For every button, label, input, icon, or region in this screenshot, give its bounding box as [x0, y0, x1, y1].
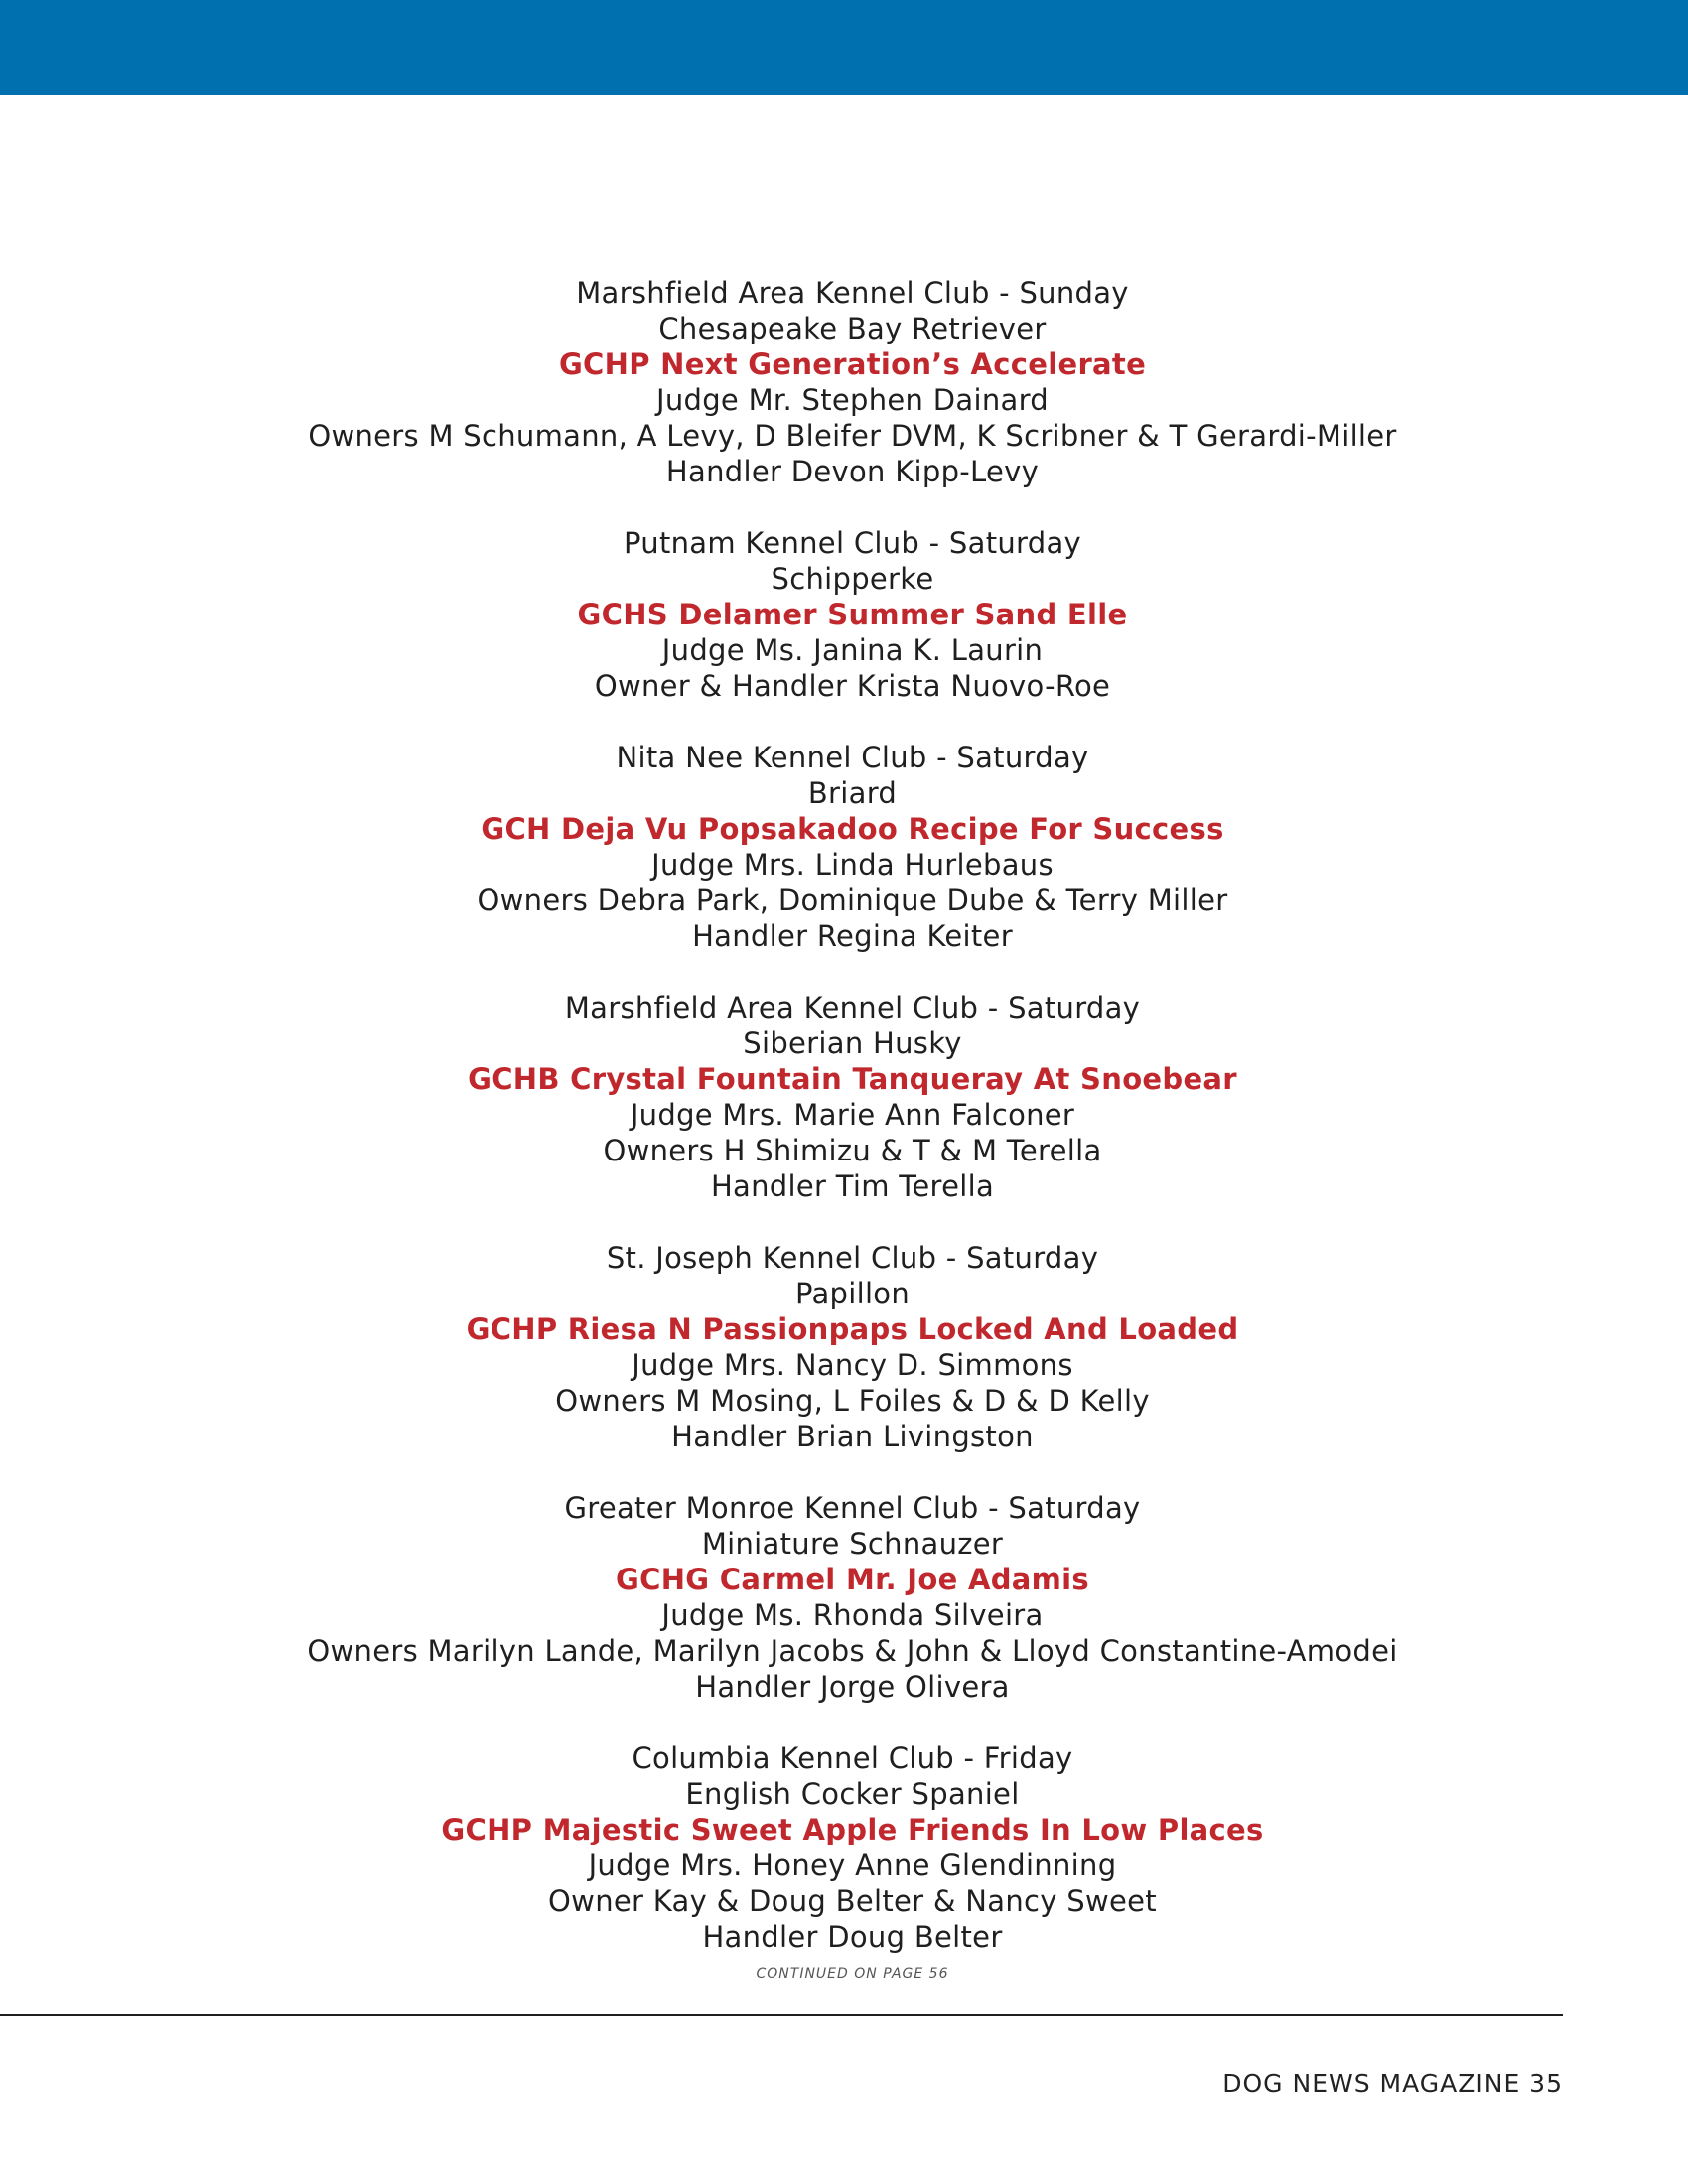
header-bar — [0, 0, 1688, 95]
winner-name: GCHG Carmel Mr. Joe Adamis — [616, 1563, 1089, 1596]
winner-name: GCHP Majestic Sweet Apple Friends In Low Places — [441, 1813, 1264, 1846]
owners-text: Owners Debra Park, Dominique Dube & Terry Miller — [477, 884, 1228, 917]
judge-name: Judge Mr. Stephen Dainard — [655, 383, 1049, 417]
handler-text: Handler Jorge Olivera — [695, 1670, 1010, 1704]
judge-name: Judge Ms. Janina K. Laurin — [661, 633, 1044, 667]
club-name: Marshfield Area Kennel Club - Sunday — [576, 276, 1129, 310]
owners-text: Owners M Mosing, L Foiles & D & D Kelly — [555, 1384, 1150, 1418]
club-name: Marshfield Area Kennel Club - Saturday — [564, 991, 1141, 1024]
club-name: Nita Nee Kennel Club - Saturday — [616, 741, 1089, 774]
judge-name: Judge Ms. Rhonda Silveira — [661, 1598, 1044, 1632]
handler-text: Handler Tim Terella — [710, 1169, 995, 1203]
result-entry — [0, 1740, 1688, 1955]
breed-name: Siberian Husky — [743, 1026, 962, 1060]
breed-name: Chesapeake Bay Retriever — [658, 312, 1047, 345]
result-entry — [0, 275, 1688, 489]
results-list — [0, 275, 1688, 1990]
continued-note: CONTINUED ON PAGE 56 — [756, 1966, 949, 1981]
winner-name: GCH Deja Vu Popsakadoo Recipe For Success — [481, 812, 1224, 846]
owners-text: Owner Kay & Doug Belter & Nancy Sweet — [548, 1884, 1157, 1918]
handler-text: Handler Devon Kipp-Levy — [665, 455, 1040, 488]
result-entry — [0, 990, 1688, 1204]
handler-text: Handler Doug Belter — [702, 1920, 1003, 1954]
judge-name: Judge Mrs. Marie Ann Falconer — [630, 1098, 1075, 1132]
winner-name: GCHS Delamer Summer Sand Elle — [577, 598, 1128, 631]
club-name: Columbia Kennel Club - Friday — [632, 1741, 1073, 1775]
handler-text: Handler Regina Keiter — [692, 919, 1013, 953]
winner-name: GCHP Next Generation’s Accelerate — [558, 347, 1147, 381]
winner-name: GCHP Riesa N Passionpaps Locked And Loaded — [466, 1312, 1239, 1346]
handler-text: Handler Brian Livingston — [671, 1420, 1034, 1453]
owners-text: Owner & Handler Krista Nuovo-Roe — [594, 669, 1111, 703]
breed-name: Schipperke — [771, 562, 934, 596]
judge-name: Judge Mrs. Linda Hurlebaus — [651, 848, 1054, 882]
result-entry — [0, 1490, 1688, 1705]
judge-name: Judge Mrs. Nancy D. Simmons — [632, 1348, 1073, 1382]
page-footer: DOG NEWS MAGAZINE 35 — [1222, 2069, 1563, 2098]
club-name: St. Joseph Kennel Club - Saturday — [606, 1241, 1099, 1275]
result-entry — [0, 525, 1688, 704]
breed-name: Briard — [807, 776, 898, 810]
breed-name: Papillon — [794, 1277, 911, 1310]
breed-name: English Cocker Spaniel — [685, 1777, 1020, 1811]
owners-text: Owners Marilyn Lande, Marilyn Jacobs & John & Lloyd Constantine-Amodei — [307, 1634, 1398, 1668]
owners-text: Owners H Shimizu & T & M Terella — [603, 1134, 1102, 1167]
club-name: Greater Monroe Kennel Club - Saturday — [564, 1491, 1141, 1525]
judge-name: Judge Mrs. Honey Anne Glendinning — [588, 1848, 1117, 1882]
club-name: Putnam Kennel Club - Saturday — [623, 526, 1082, 560]
result-entry — [0, 740, 1688, 954]
winner-name: GCHB Crystal Fountain Tanqueray At Snoebear — [468, 1062, 1237, 1096]
footer-divider — [0, 2014, 1563, 2016]
owners-text: Owners M Schumann, A Levy, D Bleifer DVM, K Scribner & T Gerardi-Miller — [308, 419, 1397, 453]
breed-name: Miniature Schnauzer — [701, 1527, 1004, 1561]
result-entry — [0, 1240, 1688, 1454]
